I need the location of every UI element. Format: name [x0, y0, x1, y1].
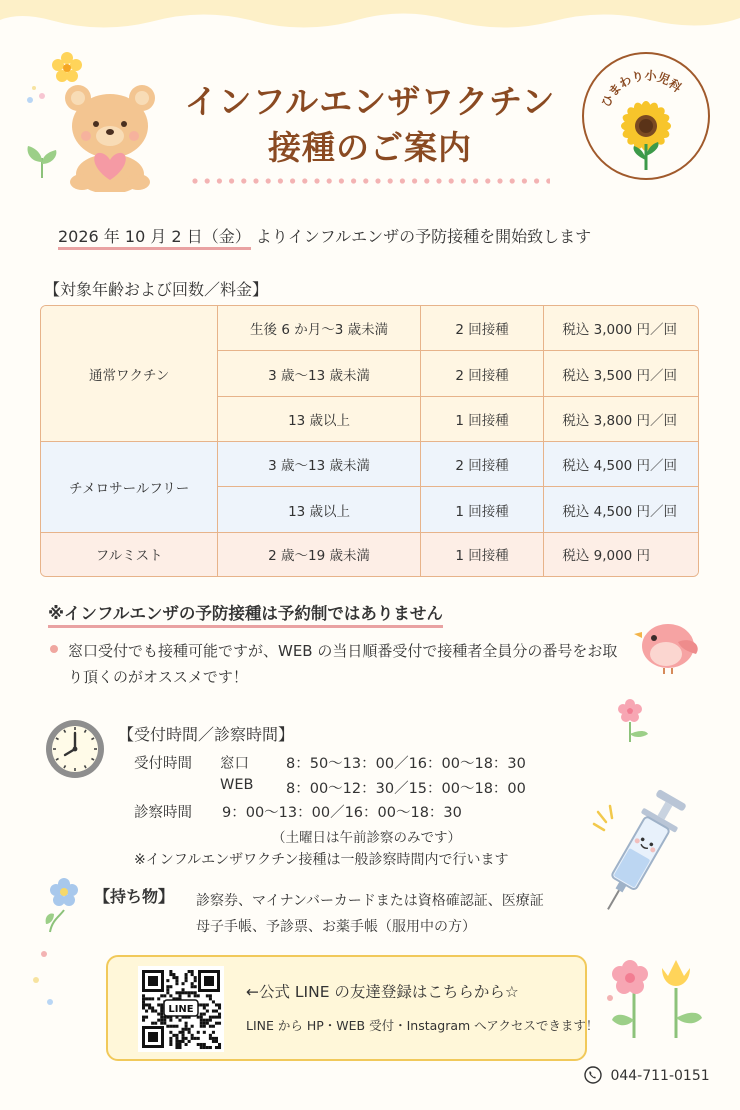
belongings-line2: 母子手帳、予診票、お薬手帳（服用中の方） [196, 919, 476, 935]
doses-cell: 2 回接種 [421, 306, 545, 351]
table-row [41, 306, 698, 351]
doses-cell: 2 回接種 [421, 351, 545, 396]
hours-section-label: 【受付時間／診察時間】 [118, 725, 295, 744]
page-title-line2: 接種のご案内 [268, 128, 472, 167]
vaccine-name-cell: チメロサールフリー [41, 442, 218, 533]
reception-hours-label: 受付時間 [134, 756, 192, 772]
phone-icon [584, 1066, 602, 1084]
pink-bird-illustration [630, 612, 706, 676]
start-date-rest: よりインフルエンザの予防接種を開始致します [255, 227, 592, 246]
price-cell: 税込 3,500 円／回 [544, 351, 698, 396]
vaccine-name-cell: フルミスト [41, 533, 218, 576]
doses-cell: 1 回接種 [421, 533, 545, 576]
price-cell: 税込 3,800 円／回 [544, 397, 698, 442]
counter-hours: 8：50～13：00／16：00～18：30 [286, 756, 526, 772]
sparkle-dots-decoration-bottom [30, 948, 70, 1008]
age-cell: 3 歳～13 歳未満 [218, 351, 420, 396]
doses-cell: 1 回接種 [421, 397, 545, 442]
belongings-line1: 診察券、マイナンバーカードまたは資格確認証、医療証 [196, 893, 544, 909]
no-reservation-notice: ※インフルエンザの予防接種は予約制ではありません [48, 600, 443, 628]
svg-text:ひまわり小児科: ひまわり小児科 [598, 68, 685, 110]
start-date-announcement [58, 224, 591, 247]
table-row [41, 533, 698, 576]
sunflower-logo-icon [582, 52, 710, 180]
saturday-note: （土曜日は午前診察のみです） [272, 830, 461, 846]
bullet-dot-icon [50, 645, 58, 653]
tulip-flowers-decoration [604, 948, 708, 1040]
line-qr-code[interactable] [138, 966, 224, 1052]
age-cell: 3 歳～13 歳未満 [218, 442, 420, 487]
fees-section-label: 【対象年齢および回数／料金】 [44, 280, 269, 299]
page-title-line1: インフルエンザワクチン [184, 82, 556, 121]
top-wave-decoration [0, 0, 740, 36]
price-cell: 税込 4,500 円／回 [544, 442, 698, 487]
svg-text:LINE: LINE [168, 1004, 194, 1015]
line-access-text: LINE から HP・WEB 受付・Instagram へアクセスできます！ [246, 1018, 599, 1033]
age-cell: 生後 6 か月～3 歳未満 [218, 306, 420, 351]
doses-cell: 2 回接種 [421, 442, 545, 487]
price-cell: 税込 9,000 円 [544, 533, 698, 576]
line-registration-text: ←公式 LINE の友達登録はこちらから☆ [246, 983, 519, 1001]
start-date-highlight: 2026 年 10 月 2 日（金） [58, 227, 251, 250]
phone-contact[interactable] [584, 1066, 710, 1084]
doses-cell: 1 回接種 [421, 487, 545, 532]
belongings-list [196, 888, 616, 940]
blue-flower-decoration [40, 876, 84, 936]
consultation-hours: 9：00～13：00／16：00～18：30 [222, 805, 462, 821]
fee-table [40, 305, 699, 577]
table-row [41, 442, 698, 487]
age-cell: 13 歳以上 [218, 487, 420, 532]
clock-icon [44, 718, 106, 780]
dotted-divider [190, 176, 550, 186]
vaccine-hours-note: ※インフルエンザワクチン接種は一般診察時間内で行います [134, 852, 509, 868]
price-cell: 税込 4,500 円／回 [544, 487, 698, 532]
price-cell: 税込 3,000 円／回 [544, 306, 698, 351]
vaccine-name-cell: 通常ワクチン [41, 306, 218, 442]
notice-body-text: 窓口受付でも接種可能ですが、WEB の当日順番受付で接種者全員分の番号をお取り頂くのがオススメです！ [68, 642, 618, 686]
counter-label: 窓口 [220, 756, 249, 772]
web-label: WEB [220, 777, 254, 793]
phone-number: 044-711-0151 [610, 1068, 710, 1084]
age-cell: 13 歳以上 [218, 397, 420, 442]
consultation-hours-label: 診察時間 [134, 805, 192, 821]
age-cell: 2 歳～19 歳未満 [218, 533, 420, 576]
pink-flower-decoration [616, 696, 652, 744]
web-hours: 8：00～12：30／15：00～18：00 [286, 781, 526, 797]
belongings-label: 【持ち物】 [94, 887, 175, 906]
